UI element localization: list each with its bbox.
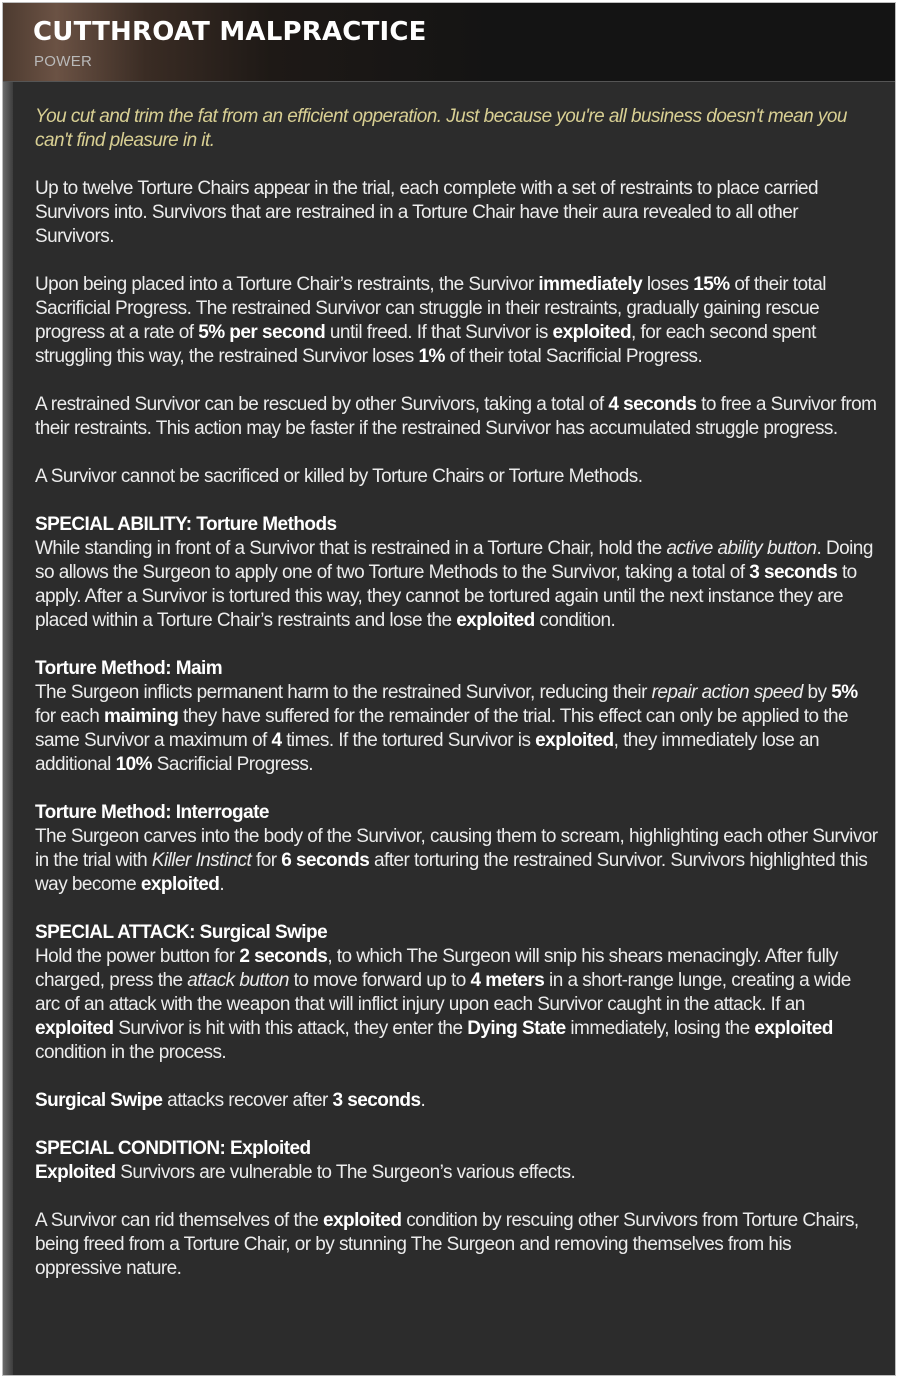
left-accent-bar [3, 3, 13, 1375]
special-condition-section: SPECIAL CONDITION: Exploited Exploited Survivors are vulnerable to The Surgeon’s various effects. [35, 1138, 576, 1183]
rid-condition-paragraph: A Survivor can rid themselves of the exploited condition by rescuing other Survivors from Torture Chairs, being freed from a Torture Chair, or by stunning The Surgeon and removing themselves from his oppressive nature. [35, 1210, 859, 1279]
chairs-paragraph: Up to twelve Torture Chairs appear in the trial, each complete with a set of restraints to place carried Survivors into. Survivors that are restrained in a Torture Chair have their aura revealed to all other Survivors. [35, 178, 819, 247]
restraint-paragraph: Upon being placed into a Torture Chair’s restraints, the Survivor immediately loses 15% of their total Sacrificial Progress. The restrained Survivor can struggle in their restraints, gradually gaining rescue progress at a rate of 5% per second until freed. If that Survivor is exploited, for each second spent struggling this way, the restrained Survivor loses 1% of their total Sacrificial Progress. [35, 274, 826, 367]
card-header [3, 3, 895, 82]
section-heading: SPECIAL ATTACK: Surgical Swipe [35, 922, 328, 943]
special-ability-section: SPECIAL ABILITY: Torture Methods While standing in front of a Survivor that is restrained in a Torture Chair, hold the active ability button. Doing so allows the Surgeon to apply one of two Torture Methods to the Survivor, taking a total of 3 seconds to apply. After a Survivor is tortured this way, they cannot be tortured again until the next instance they are placed within a Torture Chair’s restraints and lose the exploited condition. [35, 514, 873, 631]
special-attack-section: SPECIAL ATTACK: Surgical Swipe Hold the power button for 2 seconds, to which The Surgeon will snip his shears menacingly. After fully charged, press the attack button to move forward up to 4 meters in a short-range lunge, creating a wide arc of an attack with the weapon that will inflict injury upon each Survivor caught in the attack. If an exploited Survivor is hit with this attack, they enter the Dying State immediately, losing the exploited condition in the process. [35, 922, 851, 1063]
section-heading: Torture Method: Interrogate [35, 802, 269, 823]
power-title: CUTTHROAT MALPRACTICE [33, 17, 427, 47]
section-heading: SPECIAL ABILITY: Torture Methods [35, 514, 337, 535]
no-kill-paragraph: A Survivor cannot be sacrificed or killed by Torture Chairs or Torture Methods. [35, 466, 643, 487]
power-type-label: POWER [34, 53, 93, 70]
recover-paragraph: Surgical Swipe attacks recover after 3 seconds. [35, 1090, 426, 1111]
interrogate-section: Torture Method: Interrogate The Surgeon carves into the body of the Survivor, causing them to scream, highlighting each other Survivor in the trial with Killer Instinct for 6 seconds after torturing the restrained Survivor. Survivors highlighted this way become exploited. [35, 802, 878, 895]
power-card [2, 2, 896, 1376]
rescue-paragraph: A restrained Survivor can be rescued by other Survivors, taking a total of 4 seconds to free a Survivor from their restraints. This action may be faster if the restrained Survivor has accumulated struggle progress. [35, 394, 877, 439]
power-description [35, 105, 880, 1305]
flavor-text: You cut and trim the fat from an efficient opperation. Just because you're all business doesn't mean you can't find pleasure in it. [35, 106, 847, 151]
section-heading: SPECIAL CONDITION: Exploited [35, 1138, 311, 1159]
section-heading: Torture Method: Maim [35, 658, 223, 679]
maim-section: Torture Method: Maim The Surgeon inflicts permanent harm to the restrained Survivor, reducing their repair action speed by 5% for each maiming they have suffered for the remainder of the trial. This effect can only be applied to the same Survivor a maximum of 4 times. If the tortured Survivor is exploited, they immediately lose an additional 10% Sacrificial Progress. [35, 658, 858, 775]
